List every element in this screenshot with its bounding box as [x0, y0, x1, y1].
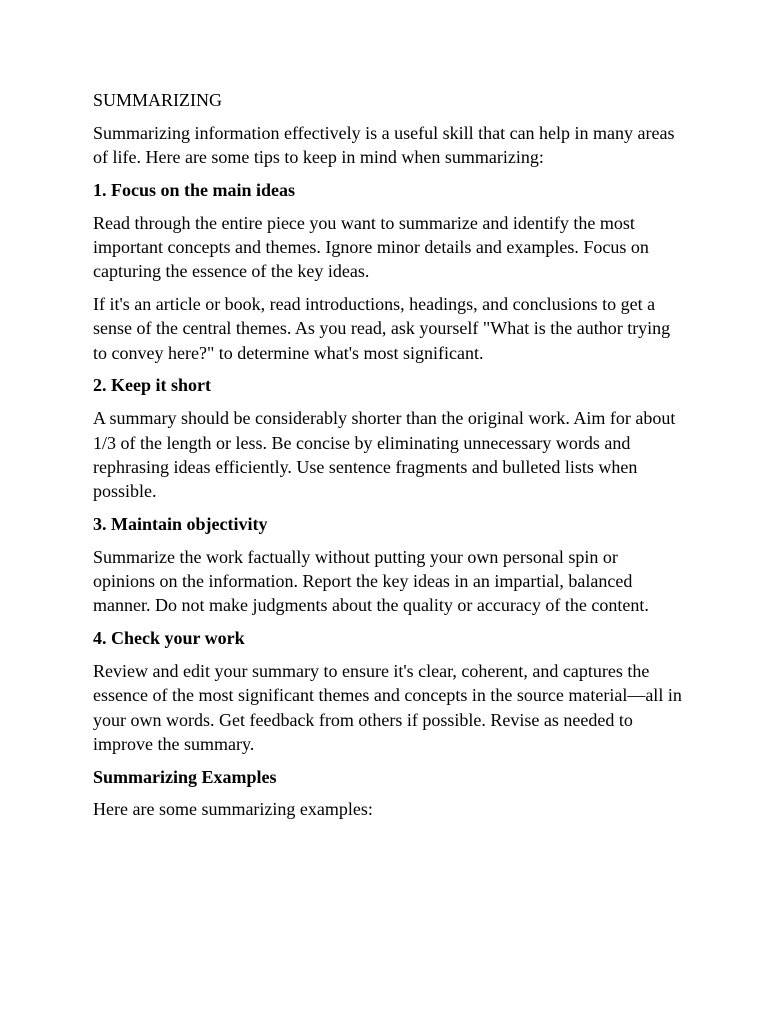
section-paragraph: Summarize the work factually without putting your own personal spin or opinions on the information. Report the key ideas in an impartial, balanced manner. Do not make judgments about the quality or accuracy of the content. [93, 546, 649, 616]
section-paragraph: A summary should be considerably shorter than the original work. Aim for about 1/3 of the length or less. Be concise by eliminating unnecessary words and rephrasing ideas efficiently. Use sentence fragments and bulleted lists when possible. [93, 408, 676, 502]
section-heading-focus: 1. Focus on the main ideas [93, 179, 296, 200]
section-paragraph: Here are some summarizing examples: [93, 799, 373, 820]
section-heading-examples: Summarizing Examples [93, 766, 277, 787]
section-heading-check: 4. Check your work [93, 628, 245, 649]
section-paragraph: Read through the entire piece you want to summarize and identify the most important concepts and themes. Ignore minor details and examples. Focus on capturing the essence of the key ideas. [93, 212, 649, 282]
intro-paragraph: Summarizing information effectively is a useful skill that can help in many areas of life. Here are some tips to keep in mind when summarizing: [93, 122, 675, 168]
section-heading-objectivity: 3. Maintain objectivity [93, 513, 268, 534]
document-body [93, 88, 683, 830]
document-title: SUMMARIZING [93, 90, 223, 110]
section-heading-short: 2. Keep it short [93, 375, 211, 396]
section-paragraph: Review and edit your summary to ensure it's clear, coherent, and captures the essence of the most significant themes and concepts in the source material—all in your own words. Get feedback from others if possible. Revise as needed to improve the summary. [93, 660, 682, 754]
section-paragraph: If it's an article or book, read introductions, headings, and conclusions to get a sense of the central themes. As you read, ask yourself "What is the author trying to convey here?" to determine what's most significant. [93, 294, 671, 363]
